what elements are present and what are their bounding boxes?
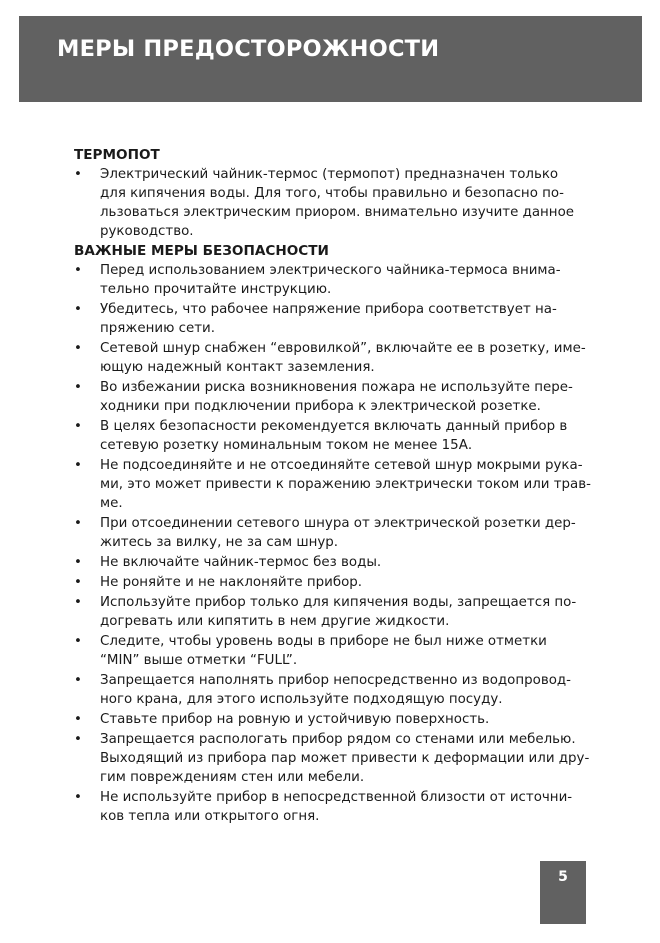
thermopot-list xyxy=(74,165,614,241)
page-title: МЕРЫ ПРЕДОСТОРОЖНОСТИ xyxy=(57,36,440,62)
page-number-box xyxy=(540,861,586,924)
list-item: • Не используйте прибор в непосредственной близости от источни- ков тепла или открытого огня. xyxy=(74,788,614,826)
list-item: • Электрический чайник-термос (термопот) предназначен только для кипячения воды. Для того, чтобы правильно и безопасно по- льзоваться электрическим приором. внимательно изучите данное руководство. xyxy=(74,165,614,241)
section-heading-thermopot: ТЕРМОПОТ xyxy=(74,147,160,163)
list-item: • Не включайте чайник-термос без воды. xyxy=(74,553,614,572)
page-number: 5 xyxy=(558,869,568,885)
list-item: • Запрещается распологать прибор рядом со стенами или мебелью. Выходящий из прибора пар может привести к деформации или дру- гим повреждениям стен или мебели. xyxy=(74,730,614,787)
section-heading-safety: ВАЖНЫЕ МЕРЫ БЕЗОПАСНОСТИ xyxy=(74,243,329,259)
list-item: • Запрещается наполнять прибор непосредственно из водопровод- ного крана, для этого используйте подходящую посуду. xyxy=(74,671,614,709)
list-item: • Не подсоединяйте и не отсоединяйте сетевой шнур мокрыми рука- ми, это может привести к поражению электрически током или трав- ме. xyxy=(74,456,614,513)
content xyxy=(74,146,614,827)
safety-list xyxy=(74,261,614,826)
list-item: • Во избежании риска возникновения пожара не используйте пере- ходники при подключении прибора к электрической розетке. xyxy=(74,378,614,416)
list-item: • Не роняйте и не наклоняйте прибор. xyxy=(74,573,614,592)
list-item: • Ставьте прибор на ровную и устойчивую поверхность. xyxy=(74,710,614,729)
list-item: • Используйте прибор только для кипячения воды, запрещается по- догревать или кипятить в нем другие жидкости. xyxy=(74,593,614,631)
list-item: • Следите, чтобы уровень воды в приборе не был ниже отметки “MIN” выше отметки “FULL”. xyxy=(74,632,614,670)
list-item: • При отсоединении сетевого шнура от электрической розетки дер- житесь за вилку, не за сам шнур. xyxy=(74,514,614,552)
list-item: • Убедитесь, что рабочее напряжение прибора соответствует на- пряжению сети. xyxy=(74,300,614,338)
list-item: • В целях безопасности рекомендуется включать данный прибор в сетевую розетку номинальным током не менее 15А. xyxy=(74,417,614,455)
list-item: • Перед использованием электрического чайника-термоса внима- тельно прочитайте инструкцию. xyxy=(74,261,614,299)
list-item: • Сетевой шнур снабжен “евровилкой”, включайте ее в розетку, име- ющую надежный контакт заземления. xyxy=(74,339,614,377)
